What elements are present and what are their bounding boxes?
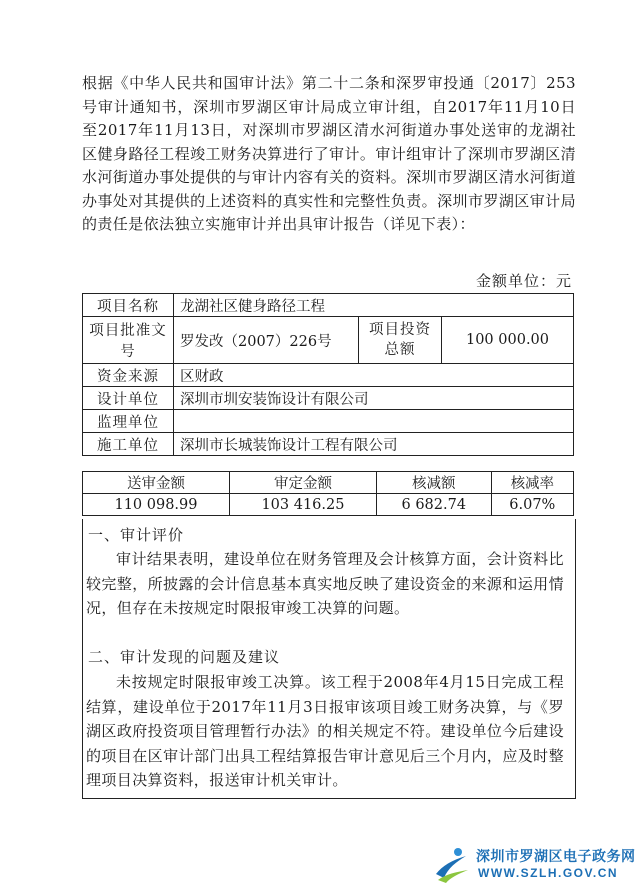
design-unit-label: 设计单位 — [83, 387, 174, 410]
table-row — [83, 317, 574, 364]
swoosh-logo-icon — [432, 844, 470, 884]
table-row — [83, 294, 574, 317]
fund-source-value: 区财政 — [174, 364, 574, 387]
project-name-label: 项目名称 — [83, 294, 174, 317]
reduction-amount: 6 682.74 — [376, 494, 491, 516]
amount-unit: 金额单位：元 — [475, 272, 572, 290]
summary-header: 核减率 — [491, 472, 573, 494]
supervision-unit-label: 监理单位 — [83, 410, 174, 433]
site-name: 深圳市罗湖区电子政务网 — [476, 848, 636, 864]
submitted-amount: 110 098.99 — [83, 494, 230, 516]
project-name-value: 龙湖社区健身路径工程 — [174, 294, 574, 317]
approval-label: 项目批准文号 — [83, 317, 174, 364]
project-info-table — [82, 293, 574, 456]
section1-title: 一、审计评价 — [88, 526, 185, 544]
fund-source-label: 资金来源 — [83, 364, 174, 387]
intro-paragraph: 根据《中华人民共和国审计法》第二十二条和深罗审投通〔2017〕253号审计通知书，深圳市罗湖区审计局成立审计组，自2017年11月10日至2017年11月13日，对深圳市罗湖区清水河街道办事处送审的龙湖社区健身路径工程竣工财务决算进行了审计。审计组审计了深圳市罗湖区清水河街道办事处提供的与审计内容有关的资料。深圳市罗湖区清水河街道办事处对其提供的上述资料的真实性和完整性负责。深圳市罗湖区审计局的责任是依法独立实施审计并出具审计报告（详见下表）： — [82, 74, 576, 233]
section2-body: 未按规定时限报审竣工决算。该工程于2008年4月15日完成工程结算，建设单位于2017年11月3日报审该项目竣工财务决算，与《罗湖区政府投资项目管理暂行办法》的相关规定不符。建设单位今后建设的项目在区审计部门出具工程结算报告审计意见后三个月内，应及时整理项目决算资料，报送审计机关审计。 — [86, 673, 564, 789]
site-footer[interactable] — [432, 844, 637, 884]
section1-body: 审计结果表明，建设单位在财务管理及会计核算方面，会计资料比较完整，所披露的会计信息基本真实地反映了建设资金的来源和运用情况，但存在未按规定时限报审竣工决算的问题。 — [86, 550, 564, 617]
summary-header-row — [83, 472, 574, 494]
approved-amount: 103 416.25 — [229, 494, 376, 516]
construction-unit-value: 深圳市长城装饰设计工程有限公司 — [174, 433, 574, 456]
table-row — [83, 410, 574, 433]
approval-value: 罗发改（2007）226号 — [174, 317, 359, 364]
table-row — [83, 433, 574, 456]
site-url: WWW.SZLH.GOV.CN — [478, 866, 619, 880]
section2-title: 二、审计发现的问题及建议 — [88, 648, 281, 666]
investment-label: 项目投资总额 — [359, 317, 442, 364]
investment-value: 100 000.00 — [442, 317, 574, 364]
audit-summary-table — [82, 471, 574, 516]
construction-unit-label: 施工单位 — [83, 433, 174, 456]
table-row — [83, 387, 574, 410]
reduction-rate: 6.07% — [491, 494, 573, 516]
summary-value-row — [83, 494, 574, 516]
table-row — [83, 364, 574, 387]
summary-header: 审定金额 — [229, 472, 376, 494]
summary-header: 送审金额 — [83, 472, 230, 494]
supervision-unit-value — [174, 410, 574, 433]
design-unit-value: 深圳市圳安装饰设计有限公司 — [174, 387, 574, 410]
summary-header: 核减额 — [376, 472, 491, 494]
